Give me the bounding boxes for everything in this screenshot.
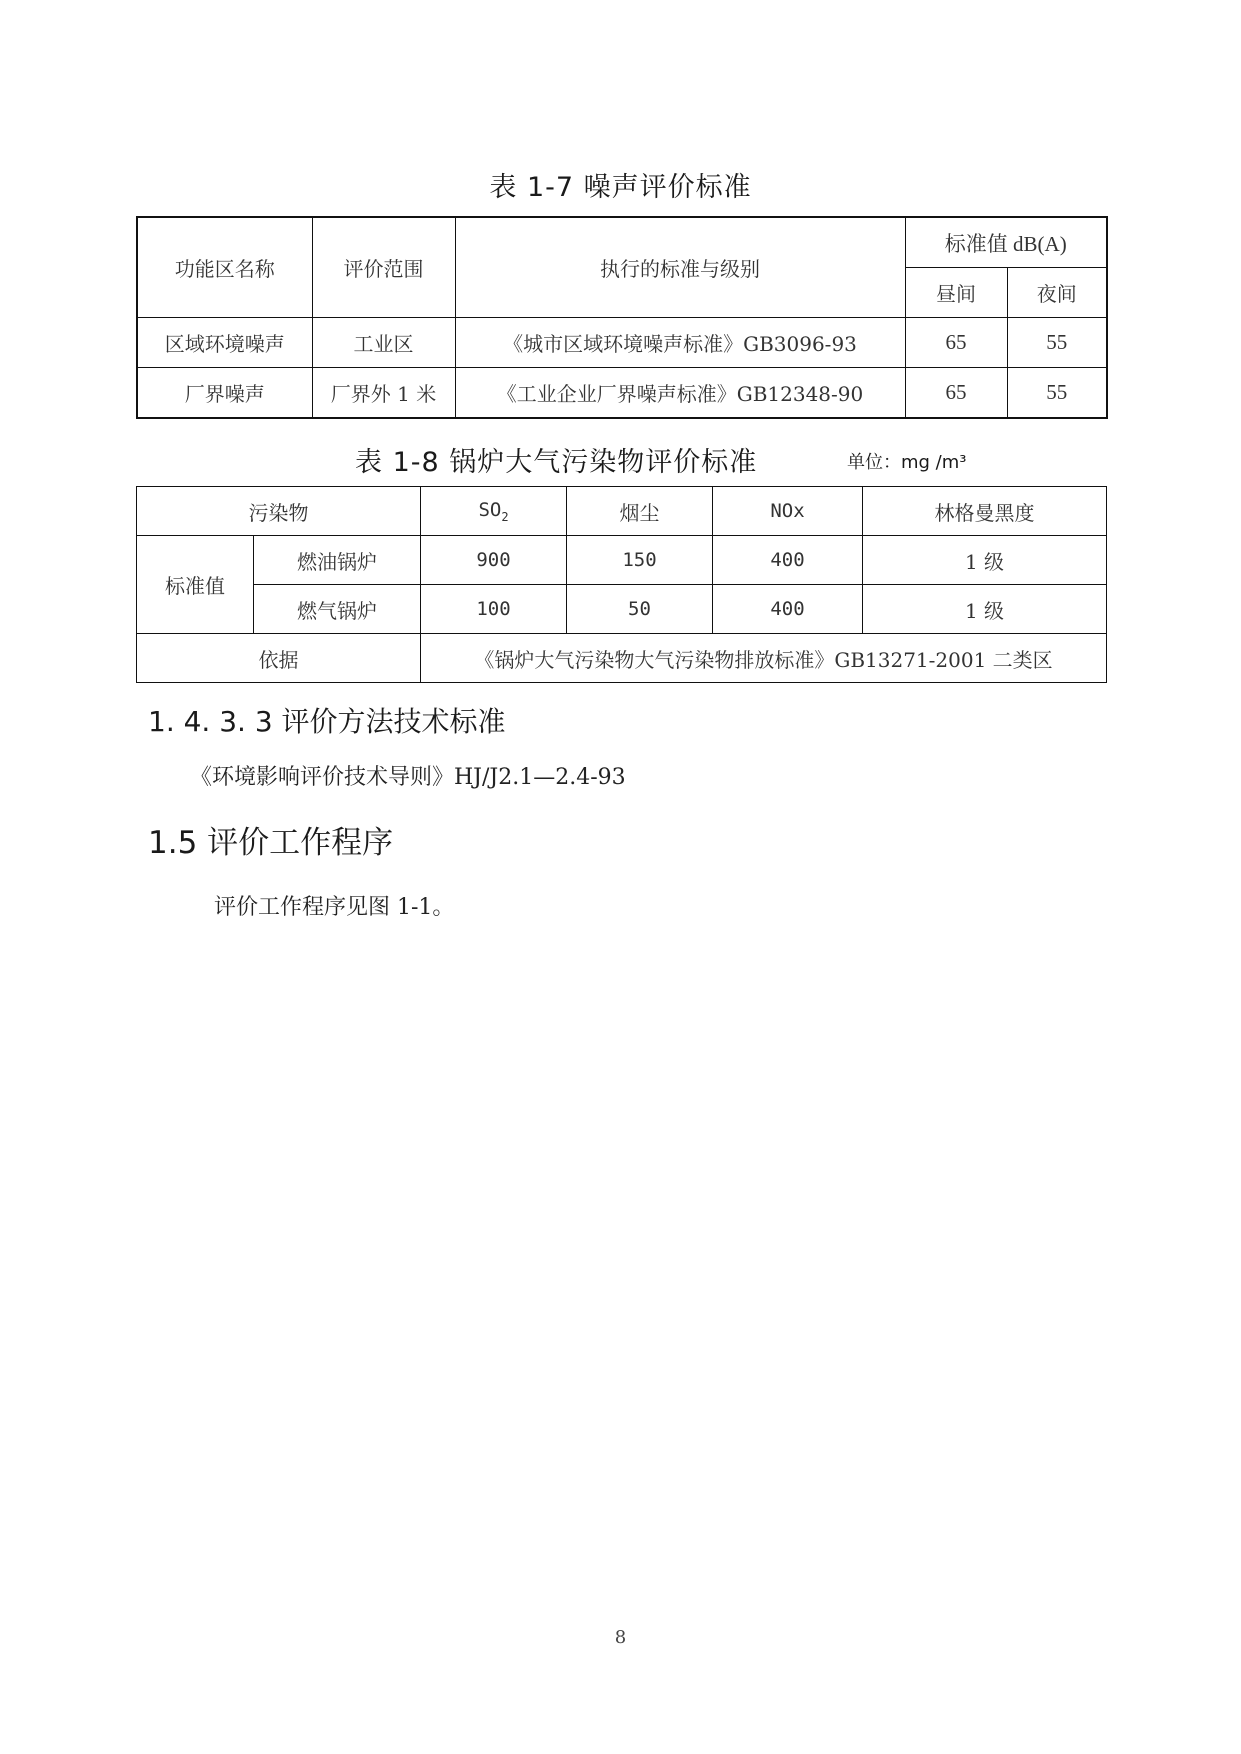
header-day: 昼间: [905, 268, 1007, 318]
cell-zone: 厂界噪声: [137, 368, 312, 419]
cell-day: 65: [905, 368, 1007, 419]
cell-so2: 900: [421, 536, 567, 585]
cell-zone: 区域环境噪声: [137, 318, 312, 368]
cell-scope: 厂界外 1 米: [312, 368, 455, 419]
table-header-row: [137, 217, 1107, 268]
cell-boiler: 燃油锅炉: [254, 536, 421, 585]
section-heading-1433: 1. 4. 3. 3 评价方法技术标准: [148, 705, 506, 738]
table-row: [137, 318, 1107, 368]
page-number: 8: [614, 1627, 627, 1648]
table-header-row: [137, 487, 1107, 536]
basis-label: 依据: [137, 634, 421, 683]
cell-dust: 150: [567, 536, 713, 585]
cell-day: 65: [905, 318, 1007, 368]
cell-night: 55: [1007, 368, 1107, 419]
header-standard-value: 标准值 dB(A): [905, 217, 1107, 268]
cell-dust: 50: [567, 585, 713, 634]
noise-standard-table: [136, 216, 1108, 419]
table-row: [137, 585, 1107, 634]
table-row: [137, 536, 1107, 585]
table-1-7-caption: 表 1-7 噪声评价标准: [489, 172, 752, 203]
header-standard: 执行的标准与级别: [455, 217, 905, 318]
cell-standard: 《工业企业厂界噪声标准》GB12348-90: [455, 368, 905, 419]
header-scope: 评价范围: [312, 217, 455, 318]
cell-scope: 工业区: [312, 318, 455, 368]
cell-nox: 400: [713, 536, 863, 585]
header-pollutant: 污染物: [137, 487, 421, 536]
boiler-emission-table: [136, 486, 1107, 683]
table-row: [137, 368, 1107, 419]
cell-nox: 400: [713, 585, 863, 634]
section-1433-reference: 《环境影响评价技术导则》HJ/J2.1—2.4-93: [190, 765, 626, 790]
section-heading-15: 1.5 评价工作程序: [148, 825, 394, 861]
table-1-8-unit: 单位：mg /m³: [847, 452, 967, 473]
header-nox: NOx: [713, 487, 863, 536]
header-night: 夜间: [1007, 268, 1107, 318]
standard-value-label: 标准值: [137, 536, 254, 634]
section-15-paragraph: 评价工作程序见图 1-1。: [214, 895, 455, 920]
cell-ringelmann: 1 级: [863, 536, 1107, 585]
header-dust: 烟尘: [567, 487, 713, 536]
header-so2: $SO_2$: [421, 487, 567, 536]
cell-ringelmann: 1 级: [863, 585, 1107, 634]
cell-standard: 《城市区域环境噪声标准》GB3096-93: [455, 318, 905, 368]
cell-night: 55: [1007, 318, 1107, 368]
header-zone: 功能区名称: [137, 217, 312, 318]
cell-so2: 100: [421, 585, 567, 634]
cell-boiler: 燃气锅炉: [254, 585, 421, 634]
header-ringelmann: 林格曼黑度: [863, 487, 1107, 536]
table-1-8-caption: 表 1-8 锅炉大气污染物评价标准: [355, 447, 758, 478]
basis-value: 《锅炉大气污染物大气污染物排放标准》GB13271-2001 二类区: [421, 634, 1107, 683]
table-row: [137, 634, 1107, 683]
